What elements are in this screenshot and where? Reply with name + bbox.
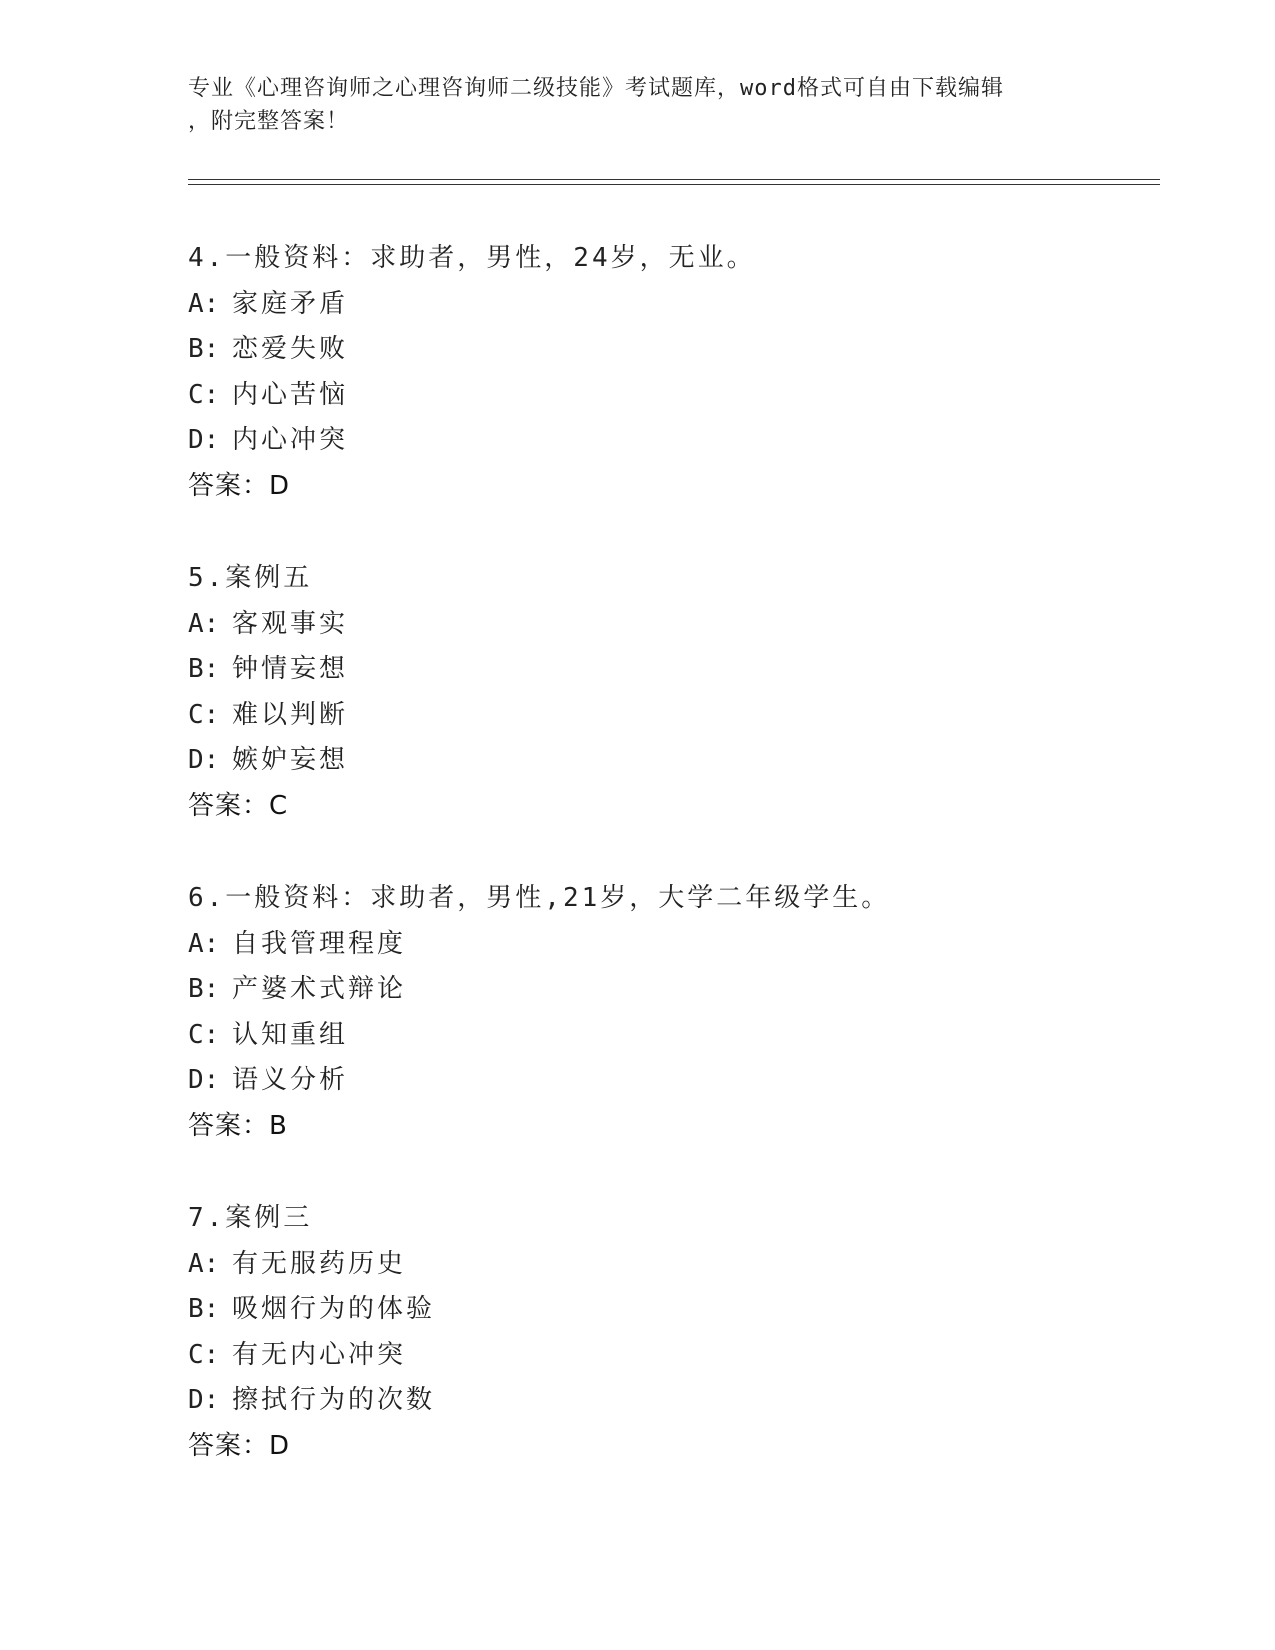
option-c (188, 1013, 1168, 1059)
option-d (188, 418, 1168, 464)
option-letter: C: (188, 1019, 220, 1050)
option-letter: B: (188, 974, 220, 1004)
option-text: 客观事实 (232, 608, 349, 639)
option-b (188, 327, 1168, 373)
header-double-rule (188, 179, 1160, 185)
option-letter: D: (188, 425, 220, 455)
option-b (188, 1287, 1168, 1333)
option-letter: A: (188, 288, 220, 319)
option-letter: B: (188, 1294, 220, 1324)
option-text: 认知重组 (232, 1019, 349, 1050)
question-stem: 7.案例三 (188, 1203, 313, 1233)
option-d (188, 1378, 1168, 1424)
option-text: 恋爱失败 (232, 334, 349, 364)
question-item (188, 1196, 1168, 1469)
answer-line: 答案：D (188, 470, 291, 501)
question-item (188, 876, 1168, 1149)
option-text: 自我管理程度 (232, 928, 407, 959)
option-letter: A: (188, 928, 220, 959)
option-letter: B: (188, 334, 220, 364)
question-item (188, 236, 1168, 509)
option-letter: C: (188, 379, 220, 410)
option-text: 钟情妄想 (232, 654, 349, 684)
answer-line: 答案：B (188, 1110, 288, 1141)
option-text: 难以判断 (232, 699, 349, 730)
option-text: 吸烟行为的体验 (232, 1294, 436, 1324)
option-text: 擦拭行为的次数 (232, 1385, 436, 1415)
option-text: 家庭矛盾 (232, 288, 349, 319)
option-letter: A: (188, 608, 220, 639)
option-a (188, 282, 1168, 328)
option-a (188, 922, 1168, 968)
option-c (188, 373, 1168, 419)
option-text: 内心冲突 (232, 425, 349, 455)
option-d (188, 1058, 1168, 1104)
question-item (188, 556, 1168, 829)
header-text-line-1: 专业《心理咨询师之心理咨询师二级技能》考试题库，word格式可自由下载编辑 (188, 76, 1004, 101)
document-header (188, 72, 1088, 138)
option-text: 内心苦恼 (232, 379, 349, 410)
option-letter: C: (188, 699, 220, 730)
question-list (188, 236, 1168, 1516)
option-a (188, 602, 1168, 648)
option-letter: B: (188, 654, 220, 684)
option-letter: C: (188, 1339, 220, 1370)
question-stem: 6.一般资料：求助者，男性,21岁，大学二年级学生。 (188, 883, 891, 913)
option-c (188, 1333, 1168, 1379)
option-text: 产婆术式辩论 (232, 974, 407, 1004)
option-letter: A: (188, 1248, 220, 1279)
option-letter: D: (188, 745, 220, 775)
option-text: 语义分析 (232, 1065, 349, 1095)
option-text: 有无服药历史 (232, 1248, 407, 1279)
header-text-line-2: ，附完整答案！ (188, 109, 350, 134)
answer-line: 答案：D (188, 1430, 291, 1461)
option-text: 嫉妒妄想 (232, 745, 349, 775)
option-b (188, 647, 1168, 693)
option-text: 有无内心冲突 (232, 1339, 407, 1370)
option-letter: D: (188, 1385, 220, 1415)
option-a (188, 1242, 1168, 1288)
option-letter: D: (188, 1065, 220, 1095)
option-c (188, 693, 1168, 739)
question-stem: 4.一般资料：求助者，男性，24岁，无业。 (188, 243, 756, 273)
option-d (188, 738, 1168, 784)
answer-line: 答案：C (188, 790, 289, 821)
question-stem: 5.案例五 (188, 563, 313, 593)
option-b (188, 967, 1168, 1013)
